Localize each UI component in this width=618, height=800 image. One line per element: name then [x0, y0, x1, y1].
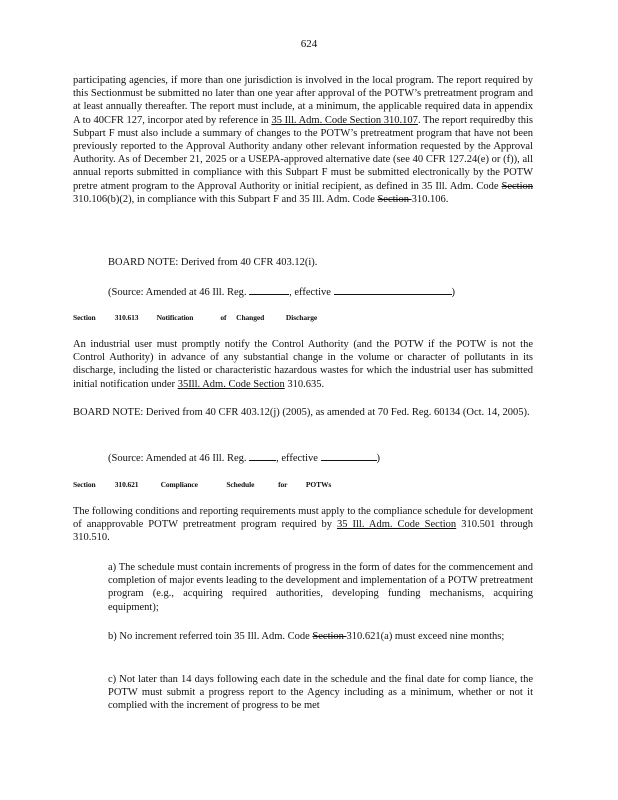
text-run: 310.106(b)(2), in compliance with this Subpart F and 35 Ill. Adm. Code [73, 193, 378, 205]
section-heading-621 [73, 480, 331, 489]
heading-word: for [278, 480, 288, 489]
text-run: participating agencies, if more than one jurisdiction is involved in the local program. The report required by this Sectionmust be submitted no later than one year after approval of the POTW’s pretreatment program and at least annually thereafter. The report must include, at a minimum, the applicable required data in appendix A to 40CFR 127, incorpor ated by reference in [73, 75, 533, 126]
source-prefix: (Source: Amended at 46 Ill. Reg. [108, 453, 247, 464]
source-suffix: ) [376, 453, 381, 464]
source-mid: , effective [289, 287, 331, 298]
source-suffix: ) [451, 287, 456, 298]
text-run: No increment referred toin 35 Ill. Adm. Code [119, 631, 313, 642]
text-run: 310.621(a) must exceed nine months; [346, 631, 505, 642]
struck-deletion: Section [312, 631, 347, 642]
heading-word: Compliance [160, 480, 198, 489]
text-run: 310.106. [411, 193, 449, 205]
paragraph-notification [73, 338, 533, 391]
list-item-b [108, 630, 533, 643]
source-note-2 [108, 450, 380, 465]
text-run: The schedule must contain increments of progress in the form of dates for the commencement and completion of major events leading to the development and implementation of a POTW pretreatment program (e.g., acquiring required authorities, developing funding mechanisms, acquiring equipment); [108, 562, 534, 613]
paragraph-compliance-schedule [73, 505, 533, 545]
section-number: 310.613 [114, 313, 139, 322]
heading-word: Changed [236, 313, 265, 322]
text-run: An industrial user must promptly notify the Control Authority (and the POTW if the POTW is not the Control Authority) in advance of any substantial change in the volume or character of pollutants in its discharge, including the listed or characteristic hazardous wastes for which the industrial user has submitted initial notification under [73, 339, 533, 390]
text-run: 310.501 through 310.510. [73, 519, 533, 544]
blank-line [334, 284, 452, 295]
section-word: Section [73, 313, 96, 322]
text-run: BOARD NOTE: Derived from 40 CFR 403.12(j) (2005), as amended at 70 Fed. Reg. 60134 (Oct. 14, 2005). [73, 407, 530, 418]
underlined-insertion: 35 Ill. Adm. Code Section 310.107 [271, 114, 418, 126]
text-run: 310.635. [284, 378, 325, 390]
section-number: 310.621 [114, 480, 139, 489]
list-item-a [108, 561, 533, 614]
item-label: b) [108, 631, 117, 642]
list-item-c [108, 673, 533, 713]
blank-line [321, 450, 377, 461]
underlined-insertion: 35Ill. Adm. Code Section [177, 378, 285, 390]
text-run: . The report requiredby this Subpart F must also include a summary of changes to the POTW’s pretreatment program that have not been previously reported to the Approval Authority andany other relevant information requested by the Approval Authority. As of December 21, 2025 or a USEPA-approved alternative date (see 40 CFR 127.24(e) or (f)), all annual reports submitted in compliance with this Subpart F must be submitted electronically by the POTW pretre atment program to the Approval Authority or initial recipient, as defined in 35 Ill. Adm. Code [73, 114, 533, 192]
blank-line [249, 284, 289, 295]
struck-deletion: Section [377, 193, 412, 205]
blank-line [249, 450, 276, 461]
source-prefix: (Source: Amended at 46 Ill. Reg. [108, 287, 247, 298]
heading-word: Schedule [226, 480, 255, 489]
heading-word: of [220, 313, 227, 322]
heading-word: Discharge [285, 313, 318, 322]
section-heading-613 [73, 313, 317, 322]
board-note-2 [73, 406, 533, 419]
heading-word: POTWs [305, 480, 332, 489]
heading-word: Notification [156, 313, 194, 322]
paragraph-annual-report [73, 74, 533, 206]
source-note-1 [108, 284, 455, 299]
section-word: Section [73, 480, 96, 489]
board-note-1: BOARD NOTE: Derived from 40 CFR 403.12(i). [108, 257, 318, 268]
struck-deletion: Section [501, 180, 533, 192]
underlined-insertion: 35 Ill. Adm. Code Section [337, 519, 457, 531]
item-label: c) [108, 674, 117, 685]
item-label: a) [108, 562, 117, 573]
text-run: The following conditions and reporting requirements must apply to the compliance schedule for development of anapprovable POTW pretreatment program required by [73, 506, 533, 531]
page-number: 624 [300, 38, 318, 50]
text-run: Not later than 14 days following each date in the schedule and the final date for comp liance, the POTW must submit a progress report to the Agency including as a minimum, whether or not it complied with the increment of progress to be met [108, 674, 534, 712]
source-mid: , effective [276, 453, 318, 464]
